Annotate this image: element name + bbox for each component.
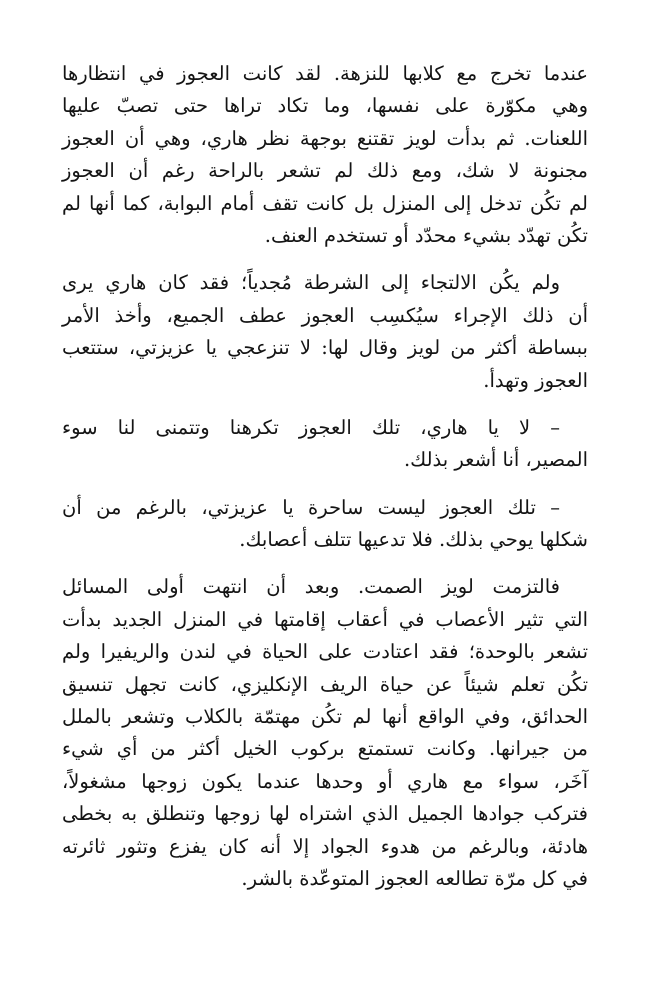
text-line: فتركب جوادها الجميل الذي اشتراه لها زوجها وتنطلق به بخطى [62, 802, 588, 826]
text-line: آخَر، سواء مع هاري أو وحدها عندما يكون زوجها مشغولاً، [62, 769, 588, 793]
text-line: تكُن تهدّد بشيء محدّد أو تستخدم العنف. [264, 223, 588, 247]
text-line: فالتزمت لويز الصمت. وبعد أن انتهت أولى المسائل [62, 575, 560, 599]
paragraph-4 [62, 492, 588, 557]
text-line: تكُن تعلم شيئاً عن حياة الريف الإنكليزي، كانت تجهل تنسيق [62, 672, 588, 696]
text-line: المصير، أنا أشعر بذلك. [403, 448, 588, 472]
text-line: شكلها يوحي بذلك. فلا تدعيها تتلف أعصابك. [239, 528, 588, 552]
text-line: تشعر بالوحدة؛ فقد اعتادت على الحياة في لندن والريفيرا ولم [62, 640, 588, 664]
paragraph-2 [62, 267, 588, 397]
text-line: ببساطة أكثر من لويز وقال لها: لا تنزعجي يا عزيزتي، ستتعب [62, 336, 588, 360]
text-line: – تلك العجوز ليست ساحرة يا عزيزتي، بالرغم من أن [62, 495, 560, 519]
text-line: اللعنات. ثم بدأت لويز تقتنع بوجهة نظر هاري، وهي أن العجوز [62, 126, 588, 150]
text-line: في كل مرّة تطالعه العجوز المتوعّدة بالشر. [241, 866, 588, 890]
text-line: من جيرانها. وكانت تستمتع بركوب الخيل أكثر من أي شيء [62, 737, 588, 761]
paragraph-5 [62, 571, 588, 895]
text-line: التي تثير الأعصاب في أعقاب إقامتها في المنزل الجديد بدأت [62, 607, 588, 631]
paragraph-3 [62, 412, 588, 477]
book-page [62, 58, 588, 910]
text-line: ولم يكُن الالتجاء إلى الشرطة مُجدياً؛ فقد كان هاري يرى [62, 271, 560, 295]
text-line: وهي مكوّرة على نفسها، وما تكاد تراها حتى تصبّ عليها [62, 94, 588, 118]
paragraph-1 [62, 58, 588, 252]
text-line: مجنونة لا شك، ومع ذلك لم تشعر بالراحة رغم أن العجوز [62, 159, 588, 183]
text-line: – لا يا هاري، تلك العجوز تكرهنا وتتمنى لنا سوء [62, 415, 560, 439]
text-line: هادئة، وبالرغم من هدوء الجواد إلا أنه كان يفزع وتثور ثائرته [62, 834, 588, 858]
text-line: عندما تخرج مع كلابها للنزهة. لقد كانت العجوز في انتظارها [62, 62, 588, 85]
text-line: الحدائق، وفي الواقع أنها لم تكُن مهتمّة بالكلاب وتشعر بالملل [62, 705, 588, 729]
text-line: العجوز وتهدأ. [483, 368, 588, 392]
text-line: أن ذلك الإجراء سيُكسِب العجوز عطف الجميع، وأخذ الأمر [62, 303, 588, 327]
text-line: لم تكُن تدخل إلى المنزل بل كانت تقف أمام البوابة، كما أنها لم [62, 191, 588, 215]
